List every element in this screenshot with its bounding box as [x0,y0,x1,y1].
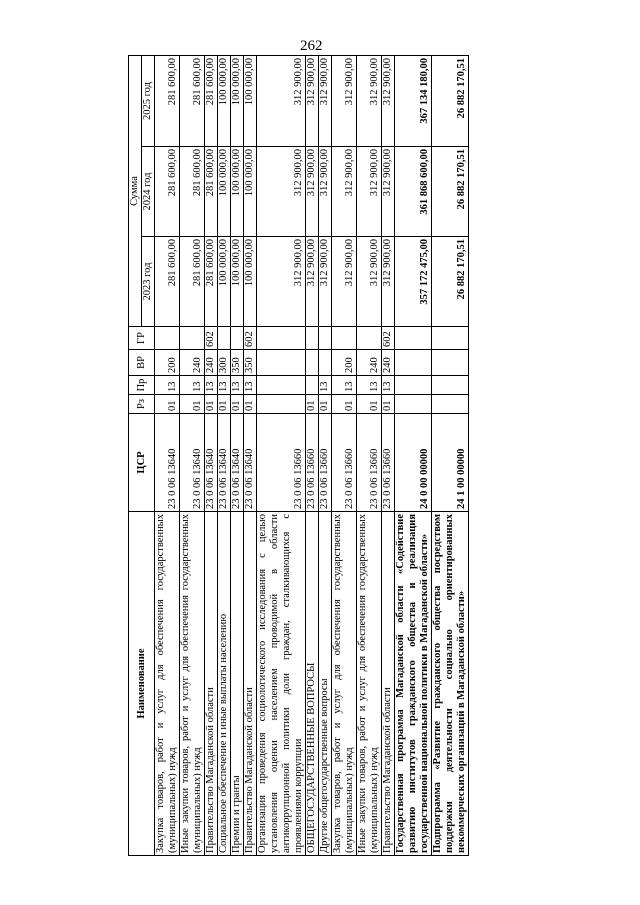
cell-y2024: 100 000,00 [231,147,244,237]
cell-gr [332,327,357,350]
table-row [332,56,357,856]
cell-vr: 240 [357,350,382,376]
cell-y2024: 312 900,00 [319,147,332,237]
table-row [244,56,257,856]
cell-rz: 01 [205,395,218,414]
cell-rz: 01 [306,395,319,414]
cell-y2023: 100 000,00 [231,237,244,327]
table-row [155,56,180,856]
cell-y2025: 312 900,00 [382,56,395,147]
cell-csr: 23 0 06 13640 [244,414,257,512]
cell-gr [357,327,382,350]
cell-y2025: 100 000,00 [244,56,257,147]
cell-y2023: 312 900,00 [257,237,306,327]
cell-y2024: 281 600,00 [180,147,205,237]
cell-vr: 200 [155,350,180,376]
cell-y2023: 100 000,00 [244,237,257,327]
cell-pr: 13 [205,376,218,395]
cell-vr: 200 [332,350,357,376]
cell-csr: 23 0 06 13660 [319,414,332,512]
cell-vr: 350 [244,350,257,376]
cell-csr: 23 0 06 13640 [205,414,218,512]
cell-y2024: 281 600,00 [155,147,180,237]
cell-csr: 23 0 06 13640 [155,414,180,512]
header-gr: ГР [129,327,155,350]
cell-vr [319,350,332,376]
cell-pr: 13 [357,376,382,395]
cell-y2025: 100 000,00 [218,56,231,147]
cell-pr: 13 [382,376,395,395]
cell-rz: 01 [332,395,357,414]
cell-y2025: 26 882 170,51 [432,56,469,147]
cell-csr: 23 0 06 13660 [357,414,382,512]
cell-gr [257,327,306,350]
cell-pr: 13 [244,376,257,395]
cell-gr: 602 [205,327,218,350]
cell-name: Правительство Магаданской области [205,512,218,856]
cell-name: Иные закупки товаров, работ и услуг для обеспечения государственных (муниципальных) нужд [180,512,205,856]
cell-vr: 240 [180,350,205,376]
cell-csr: 23 0 06 13660 [306,414,319,512]
header-sum: Сумма [129,56,142,327]
table-row [432,56,469,856]
cell-y2024: 312 900,00 [382,147,395,237]
cell-pr [306,376,319,395]
cell-pr: 13 [218,376,231,395]
cell-y2025: 312 900,00 [319,56,332,147]
header-csr: ЦСР [129,414,155,512]
cell-y2025: 312 900,00 [306,56,319,147]
header-name: Наименование [129,512,155,856]
cell-pr: 13 [155,376,180,395]
cell-y2024: 100 000,00 [218,147,231,237]
cell-y2024: 361 868 600,00 [395,147,432,237]
table-header-row [129,56,142,856]
cell-name: Организация проведения социологического исследования с целью установления оценки населением проводимой в области антикоррупционной политики доли граждан, сталкивающихся с проявлениями коррупции [257,512,306,856]
table-row [205,56,218,856]
table-row [382,56,395,856]
table-row [319,56,332,856]
cell-csr: 23 0 06 13660 [382,414,395,512]
budget-table-rotated [128,56,594,856]
cell-pr [395,376,432,395]
cell-y2025: 312 900,00 [332,56,357,147]
table-row [218,56,231,856]
cell-vr: 240 [382,350,395,376]
cell-vr [395,350,432,376]
cell-gr [155,327,180,350]
table-body [155,56,469,856]
cell-rz: 01 [244,395,257,414]
cell-name: Социальное обеспечение и иные выплаты населению [218,512,231,856]
cell-name: Премии и гранты [231,512,244,856]
cell-y2024: 281 600,00 [205,147,218,237]
cell-rz [395,395,432,414]
cell-rz [257,395,306,414]
cell-y2023: 312 900,00 [357,237,382,327]
cell-name: ОБЩЕГОСУДАРСТВЕННЫЕ ВОПРОСЫ [306,512,319,856]
cell-csr: 24 0 00 00000 [395,414,432,512]
cell-y2024: 312 900,00 [306,147,319,237]
cell-y2023: 281 600,00 [155,237,180,327]
cell-rz: 01 [218,395,231,414]
cell-y2023: 312 900,00 [382,237,395,327]
cell-rz: 01 [357,395,382,414]
cell-rz: 01 [180,395,205,414]
header-2023: 2023 год [142,237,155,327]
cell-name: Государственная программа Магаданской области «Содействие развитию институтов гражданского общества и реализация государственной национальной политики в Магаданской области» [395,512,432,856]
cell-pr: 13 [332,376,357,395]
cell-y2025: 367 134 180,00 [395,56,432,147]
table-row [180,56,205,856]
table-row [395,56,432,856]
cell-y2025: 281 600,00 [180,56,205,147]
cell-csr: 23 0 06 13660 [332,414,357,512]
cell-name: Правительство Магаданской области [244,512,257,856]
cell-rz: 01 [231,395,244,414]
cell-vr: 350 [231,350,244,376]
cell-csr: 23 0 06 13640 [180,414,205,512]
cell-gr [231,327,244,350]
cell-pr [432,376,469,395]
header-rz: Рз [129,395,155,414]
cell-pr: 13 [319,376,332,395]
cell-pr [257,376,306,395]
page-number: 262 [300,38,323,54]
cell-csr: 23 0 06 13640 [218,414,231,512]
table-row [257,56,306,856]
cell-name: Другие общегосударственные вопросы [319,512,332,856]
cell-y2023: 312 900,00 [306,237,319,327]
cell-vr: 300 [218,350,231,376]
cell-y2025: 100 000,00 [231,56,244,147]
cell-y2024: 100 000,00 [244,147,257,237]
cell-gr: 602 [244,327,257,350]
cell-name: Закупка товаров, работ и услуг для обеспечения государственных (муниципальных) нужд [332,512,357,856]
header-2025: 2025 год [142,56,155,147]
budget-table [128,55,469,856]
cell-y2024: 26 882 170,51 [432,147,469,237]
table-row [306,56,319,856]
cell-name: Иные закупки товаров, работ и услуг для обеспечения государственных (муниципальных) нужд [357,512,382,856]
cell-gr [306,327,319,350]
cell-vr: 240 [205,350,218,376]
cell-rz: 01 [319,395,332,414]
table-row [357,56,382,856]
cell-rz: 01 [155,395,180,414]
cell-y2024: 312 900,00 [357,147,382,237]
cell-y2023: 312 900,00 [332,237,357,327]
header-pr: Пр [129,376,155,395]
cell-y2023: 281 600,00 [205,237,218,327]
cell-y2023: 357 172 475,00 [395,237,432,327]
cell-rz: 01 [382,395,395,414]
cell-csr: 23 0 06 13660 [257,414,306,512]
cell-rz [432,395,469,414]
cell-pr: 13 [231,376,244,395]
cell-vr [432,350,469,376]
cell-gr: 602 [382,327,395,350]
cell-y2025: 312 900,00 [357,56,382,147]
cell-vr [306,350,319,376]
cell-gr [395,327,432,350]
cell-gr [218,327,231,350]
cell-name: Закупка товаров, работ и услуг для обеспечения государственных (муниципальных) нужд [155,512,180,856]
cell-y2023: 312 900,00 [319,237,332,327]
cell-csr: 23 0 06 13640 [231,414,244,512]
cell-pr: 13 [180,376,205,395]
cell-y2023: 100 000,00 [218,237,231,327]
header-2024: 2024 год [142,147,155,237]
cell-gr [432,327,469,350]
cell-name: Правительство Магаданской области [382,512,395,856]
table-row [231,56,244,856]
cell-gr [319,327,332,350]
cell-y2024: 312 900,00 [332,147,357,237]
cell-y2025: 312 900,00 [257,56,306,147]
cell-csr: 24 1 00 00000 [432,414,469,512]
cell-name: Подпрограмма «Развитие гражданского общества посредством поддержки деятельности социально ориентированных некоммерческих организаций в Магаданской области» [432,512,469,856]
cell-y2024: 312 900,00 [257,147,306,237]
cell-gr [180,327,205,350]
cell-y2025: 281 600,00 [205,56,218,147]
cell-y2023: 281 600,00 [180,237,205,327]
header-vr: ВР [129,350,155,376]
cell-vr [257,350,306,376]
cell-y2025: 281 600,00 [155,56,180,147]
cell-y2023: 26 882 170,51 [432,237,469,327]
